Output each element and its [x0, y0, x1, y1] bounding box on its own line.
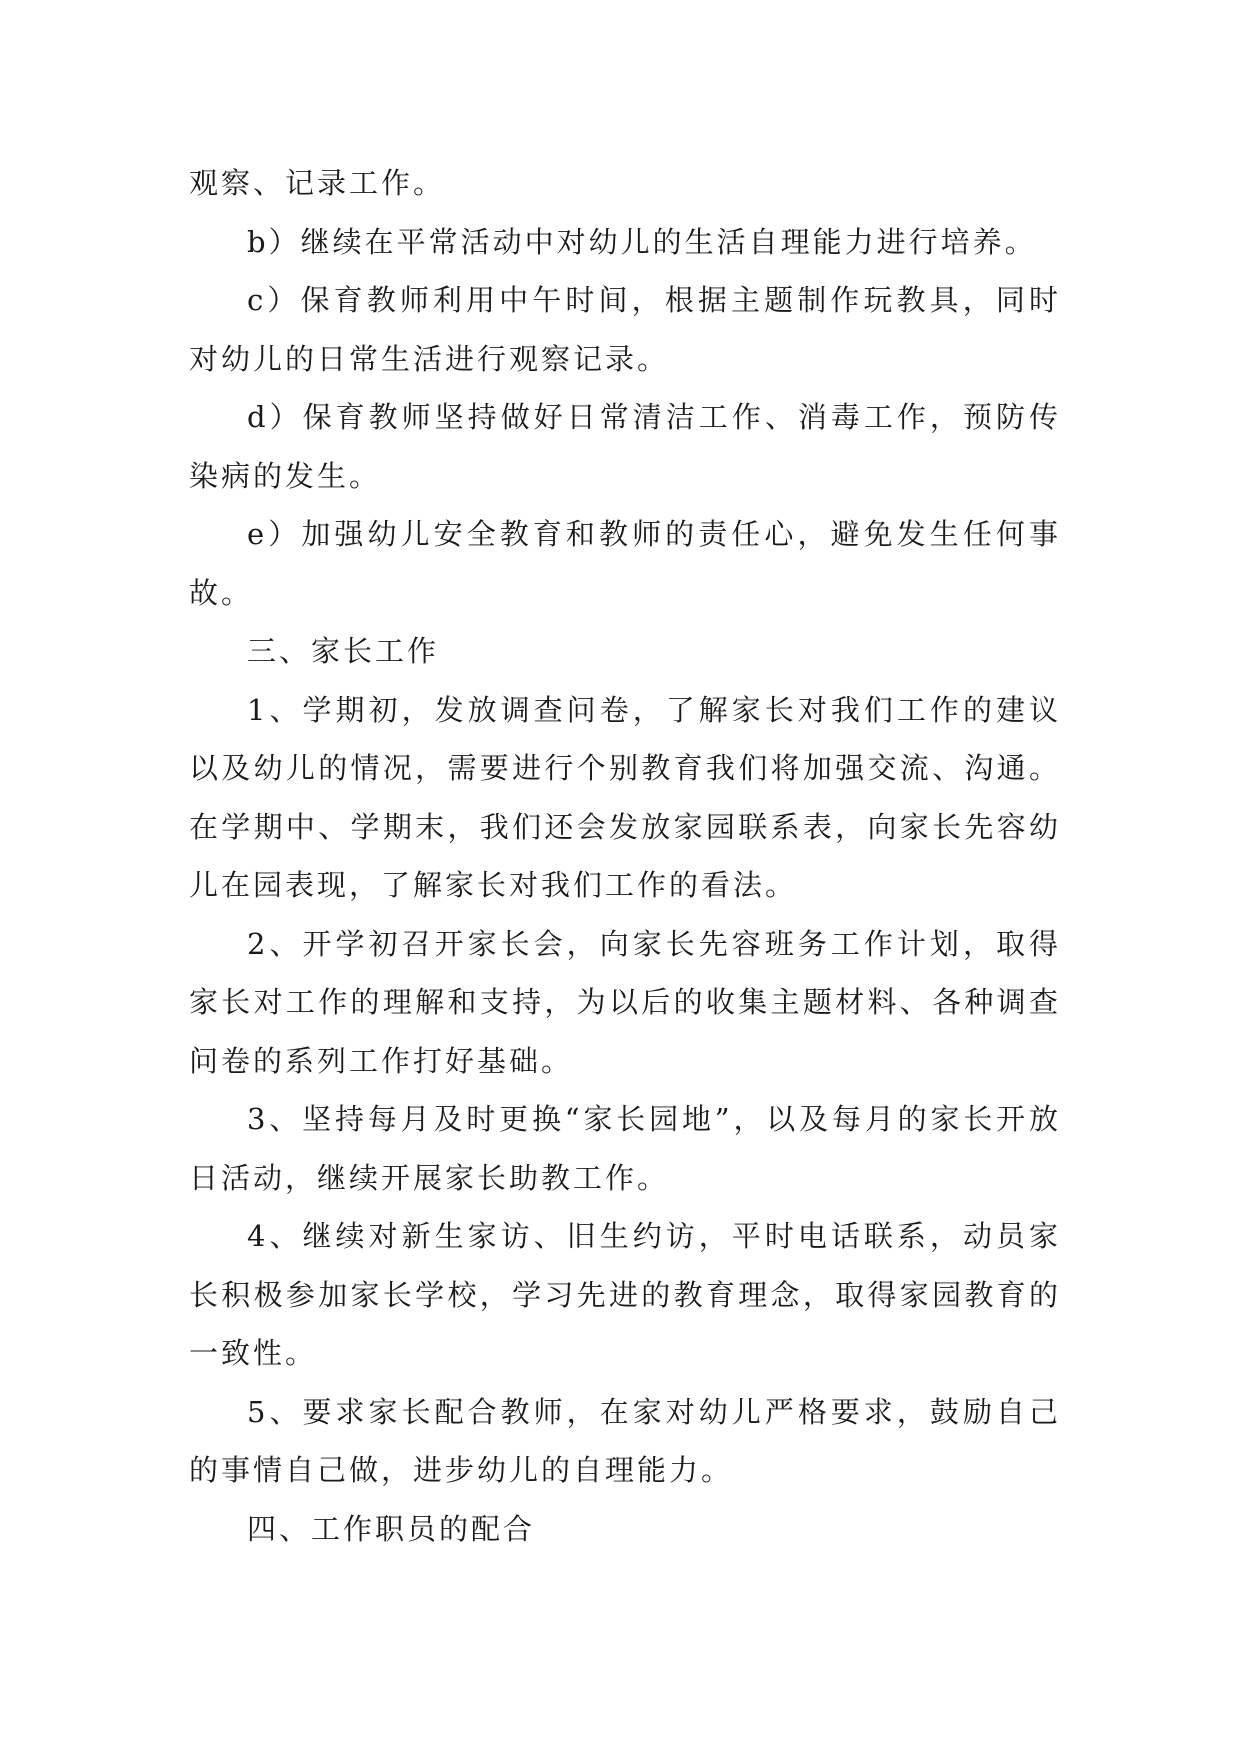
section-heading-staff-cooperation: 四、工作职员的配合	[247, 1511, 536, 1546]
section-heading-parent-work: 三、家长工作	[247, 634, 440, 668]
paragraph-parent-item-2: 2、开学初召开家长会，向家长先容班务工作计划，取得家长对工作的理解和支持，为以后的收集主题材料、各种调查问卷的系列工作打好基础。	[189, 926, 1061, 1078]
document-body	[189, 154, 1061, 1558]
paragraph-item-c: c）保育教师利用中午时间，根据主题制作玩教具，同时对幼儿的日常生活进行观察记录。	[189, 283, 1061, 376]
paragraph-parent-item-1: 1、学期初，发放调查问卷，了解家长对我们工作的建议以及幼儿的情况，需要进行个别教育我们将加强交流、沟通。在学期中、学期末，我们还会发放家园联系表，向家长先容幼儿在园表现，了解家长对我们工作的看法。	[189, 692, 1061, 902]
paragraph-item-e: e）加强幼儿安全教育和教师的责任心，避免发生任何事故。	[189, 517, 1061, 610]
paragraph-parent-item-3: 3、坚持每月及时更换“家长园地”，以及每月的家长开放日活动，继续开展家长助教工作。	[189, 1102, 1061, 1195]
paragraph-observation-continued: 观察、记录工作。	[189, 166, 446, 200]
paragraph-item-d: d）保育教师坚持做好日常清洁工作、消毒工作，预防传染病的发生。	[189, 400, 1061, 493]
paragraph-parent-item-4: 4、继续对新生家访、旧生约访，平时电话联系，动员家长积极参加家长学校，学习先进的教育理念，取得家园教育的一致性。	[189, 1219, 1061, 1370]
paragraph-item-b: b）继续在平常活动中对幼儿的生活自理能力进行培养。	[247, 224, 1037, 259]
paragraph-parent-item-5: 5、要求家长配合教师，在家对幼儿严格要求，鼓励自己的事情自己做，进步幼儿的自理能力。	[189, 1394, 1061, 1487]
